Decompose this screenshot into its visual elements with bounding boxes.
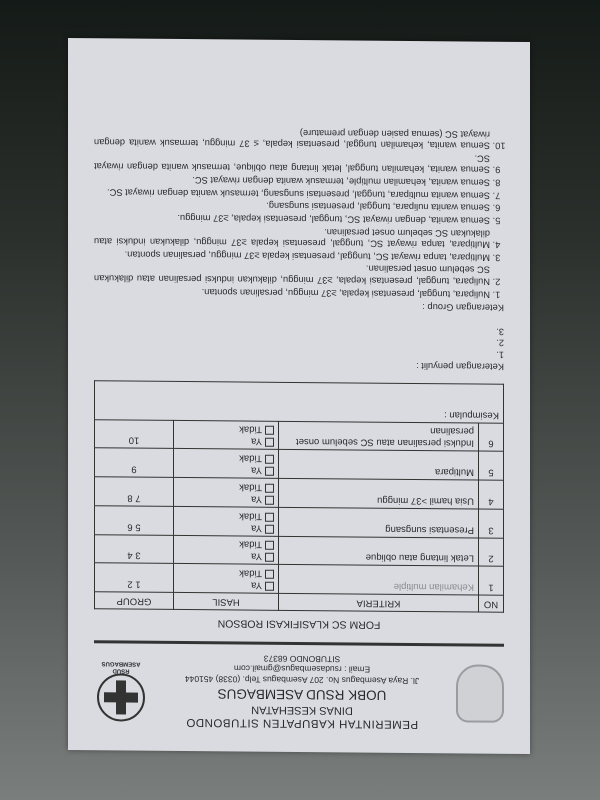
form-title: FORM SC KLASIFIKASI ROBSON: [217, 617, 381, 631]
checkbox-tidak[interactable]: Tidak: [178, 480, 274, 493]
table-row: [95, 563, 504, 595]
group-item: 6. Semua wanita nulipara, tunggal, presentasi sungsang.: [94, 198, 490, 213]
group-item: 8. Semua wanita, kehamilan multiple, termasuk wanita dengan riwayat SC.: [94, 173, 490, 188]
address: Jl. Raya Asembagus No. 207 Asembagus Telp. (0338) 451044: [184, 674, 420, 687]
row-kriteria: Letak lintang atau oblique: [279, 536, 479, 566]
row-kriteria: Presentasi sungsang: [279, 507, 479, 537]
logo-label: RSUD ASEMBAGUS: [101, 659, 141, 674]
group-info-label: Keterangan Group :: [422, 302, 504, 313]
row-kriteria: Induksi persalinan atau SC sebelum onset persalinan: [279, 421, 479, 451]
hospital-name: UOBK RSUD ASEMBAGUS: [217, 686, 387, 703]
col-group: GROUP: [95, 592, 174, 610]
divider: [94, 640, 504, 647]
group-item: 2. Nulipara, tunggal, presentasi kepala, ≥37 minggu, dilakukan induksi persalinan atau dilakukan SC sebelum onset persalinan.: [94, 260, 490, 287]
gov-name: PEMERINTAH KABUPATEN SITUBONDO: [185, 716, 419, 731]
group-item: 4. Multipara, tanpa riwayat SC, tunggal, presentasi kepala ≥37 minggu, dilakukan induksi atau dilakukan SC sebelum onset persalinan.: [94, 223, 490, 250]
row-group: 7 8: [95, 477, 174, 506]
table-row: [95, 506, 504, 538]
row-no: 5: [479, 451, 504, 480]
row-group: 5 6: [95, 506, 174, 535]
row-no: 2: [479, 538, 504, 567]
table-row: [95, 419, 504, 451]
group-item: 7. Semua wanita multipara, tunggal, presentasi sungsang, termasuk wanita dengan riwayat SC.: [94, 185, 490, 200]
row-group: 10: [95, 419, 174, 448]
hospital-logo: [94, 658, 148, 721]
medical-cross-icon: [97, 673, 145, 721]
row-group: 9: [95, 448, 174, 477]
col-kriteria: KRITERIA: [279, 593, 479, 612]
group-item: 5. Semua wanita, dengan riwayat SC, tunggal, presentasi kepala, ≥37 minggu.: [94, 211, 490, 226]
regency-emblem-icon: [456, 664, 504, 722]
checkbox-tidak[interactable]: Tidak: [178, 538, 274, 551]
checkbox-tidak[interactable]: Tidak: [178, 566, 274, 579]
row-no: 6: [479, 423, 504, 452]
checkbox-tidak[interactable]: Tidak: [178, 509, 274, 522]
penyulit-section: [94, 321, 504, 371]
document-paper: [68, 38, 530, 754]
col-hasil: HASIL: [174, 593, 279, 611]
row-no: 3: [479, 509, 504, 538]
checkbox-tidak[interactable]: Tidak: [178, 423, 274, 436]
table-row: [95, 448, 504, 480]
penyulit-line[interactable]: 3.: [496, 326, 504, 337]
dept-name: DINAS KESEHATAN: [251, 703, 353, 717]
row-kriteria: Multipara: [279, 450, 479, 480]
city: SITUBONDO 68373: [263, 653, 341, 665]
checkbox-ya[interactable]: Ya: [178, 492, 274, 505]
group-item: 3. Multipara, tanpa riwayat SC, tunggal, presentasi kepala ≥37 minggu, persalinan spontan.: [94, 247, 490, 262]
group-info-section: [94, 124, 504, 313]
table-row: [95, 534, 504, 566]
row-no: 1: [479, 566, 504, 595]
col-no: NO: [479, 595, 504, 612]
group-item: 9. Semua wanita, kehamilan tunggal, letak lintang atau oblique, termasuk wanita dengan riwayat SC.: [94, 148, 490, 175]
checkbox-tidak[interactable]: Tidak: [178, 451, 274, 464]
row-group: 3 4: [95, 534, 174, 563]
penyulit-label: Keterangan penyulit :: [416, 360, 504, 372]
checkbox-ya[interactable]: Ya: [178, 434, 274, 447]
checkbox-ya[interactable]: Ya: [178, 549, 274, 562]
letterhead: [94, 651, 504, 731]
checkbox-ya[interactable]: Ya: [178, 578, 274, 591]
row-no: 4: [479, 480, 504, 509]
email: Email : rsudasembagus@gmail.com: [233, 663, 371, 675]
robson-table: [94, 380, 504, 613]
penyulit-line[interactable]: 1.: [496, 349, 504, 360]
group-item: 10. Semua wanita, kehamilan tunggal, presentasi kepala, ≤ 37 minggu, termasuk wanita dengan riwayat SC (semua pasien dengan premature): [94, 124, 490, 151]
table-row: [95, 477, 504, 509]
row-group: 1 2: [95, 563, 174, 592]
penyulit-line[interactable]: 2.: [496, 338, 504, 349]
row-kriteria: Usia hamil >37 minggu: [279, 478, 479, 508]
checkbox-ya[interactable]: Ya: [178, 521, 274, 534]
kesimpulan-field[interactable]: Kesimpulan :: [95, 380, 504, 423]
row-kriteria: Kehamilan multiple: [279, 565, 479, 595]
group-item: 1. Nulipara, tunggal, presentasi kepala, ≥37 minggu, persalinan spontan.: [94, 284, 490, 299]
checkbox-ya[interactable]: Ya: [178, 463, 274, 476]
